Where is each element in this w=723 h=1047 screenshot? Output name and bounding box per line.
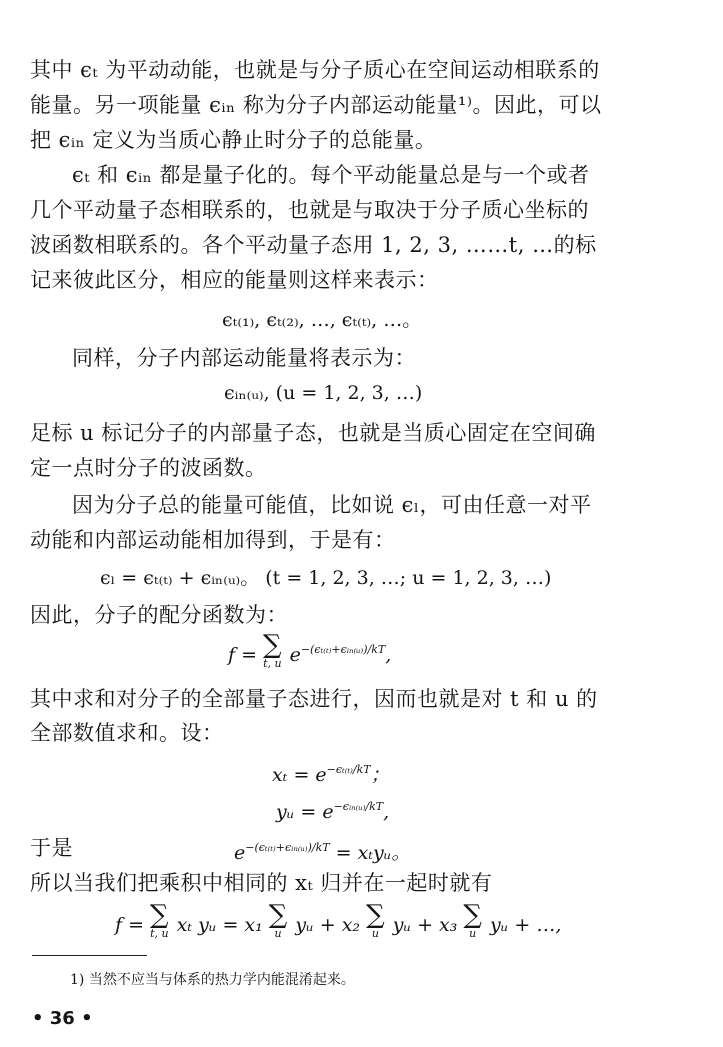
sum-operator [150,902,169,939]
equation-lhs: xₜ = e [272,764,327,786]
sigma-symbol: ∑ [366,900,385,930]
exponent: −(ϵₜ₍ₜ₎+ϵᵢₙ₍ᵤ₎)/kT [300,643,386,656]
exp-base: e [234,842,246,864]
equation-partition-function [228,632,391,670]
body-text-line: 于是 [30,836,73,860]
equation-lhs: f = [115,914,144,936]
equation-term: yᵤ + x₂ [295,914,361,936]
body-text-line: 因此，分子的配分函数为： [30,603,288,627]
sum-operator [463,902,482,939]
equation-lhs: yᵤ = e [276,801,334,823]
footnote-divider [32,955,147,956]
body-text-line: 其中 ϵₜ 为平动动能，也就是与分子质心在空间运动相联系的 [30,58,600,82]
equation-rhs: = xₜyᵤ。 [335,842,411,864]
sum-index: u [274,927,282,940]
sigma-symbol: ∑ [463,900,482,930]
paragraph-first-line: 因为分子总的能量可能值，比如说 ϵₗ，可由任意一对平 [72,493,592,517]
exponent: −ϵᵢₙ₍ᵤ₎/kT [333,800,384,813]
sigma-symbol: ∑ [150,900,169,930]
sum-index: t, u [150,927,169,940]
sum-operator [269,902,288,939]
exponent: −(ϵₜ₍ₜ₎+ϵᵢₙ₍ᵤ₎)/kT [245,841,330,854]
sum-operator [366,902,385,939]
paragraph-first-line: 同样，分子内部运动能量将表示为： [72,346,416,370]
equation-x-definition [272,755,390,790]
punctuation: , [385,644,392,666]
equation-total-energy: ϵₗ = ϵₜ₍ₜ₎ + ϵᵢₙ₍ᵤ₎。 (t = 1, 2, 3, …; u = 1, 2, 3, …) [100,567,552,589]
body-text-line: 能量。另一项能量 ϵᵢₙ 称为分子内部运动能量¹⁾。因此，可以 [30,93,602,117]
body-text-line: 波函数相联系的。各个平动量子态用 1, 2, 3, ……t, …的标 [30,233,597,257]
body-text-line: 记来彼此区分，相应的能量则这样来表示： [30,268,439,292]
equation-product [234,833,410,868]
equation-translational-energies: ϵₜ₍₁₎, ϵₜ₍₂₎, …, ϵₜ₍ₜ₎, …。 [222,309,422,331]
body-text-line: 把 ϵᵢₙ 定义为当质心静止时分子的总能量。 [30,128,437,152]
body-text-line: 所以当我们把乘积中相同的 xₜ 归并在一起时就有 [30,871,493,895]
paragraph-first-line: ϵₜ 和 ϵᵢₙ 都是量子化的。每个平动能量总是与一个或者 [72,163,590,187]
body-text-line: 定一点时分子的波函数。 [30,456,267,480]
equation-term: xₜ yᵤ = x₁ [176,914,263,936]
exp-base: e [289,644,301,666]
body-text-line: 其中求和对分子的全部量子态进行，因而也就是对 t 和 u 的 [30,687,598,711]
body-text-line: 动能和内部运动能相加得到，于是有： [30,528,396,552]
body-text-line: 几个平动量子态相联系的，也就是与取决于分子质心坐标的 [30,198,589,222]
sum-operator [263,632,282,669]
equation-internal-energies: ϵᵢₙ₍ᵤ₎, (u = 1, 2, 3, …) [224,382,423,404]
equation-grouped-sum [115,902,561,940]
exponent: −ϵₜ₍ₜ₎/kT [326,763,371,776]
equation-term: yᵤ + x₃ [392,914,458,936]
punctuation: ； [370,764,390,786]
body-text-line: 足标 u 标记分子的内部量子态，也就是当质心固定在空间确 [30,421,596,445]
page-number: • 36 • [32,1008,93,1029]
sum-index: t, u [263,657,282,670]
equation-term: yᵤ + …, [490,914,562,936]
punctuation: , [383,801,390,823]
sum-index: u [371,927,379,940]
sum-index: u [469,927,477,940]
body-text-line: 全部数值求和。设： [30,721,224,745]
footnote: 1) 当然不应当与体系的热力学内能混淆起来。 [70,972,355,988]
equation-lhs: f = [228,644,257,666]
sigma-symbol: ∑ [268,900,288,930]
equation-y-definition [276,792,389,827]
sigma-symbol: ∑ [263,630,282,660]
